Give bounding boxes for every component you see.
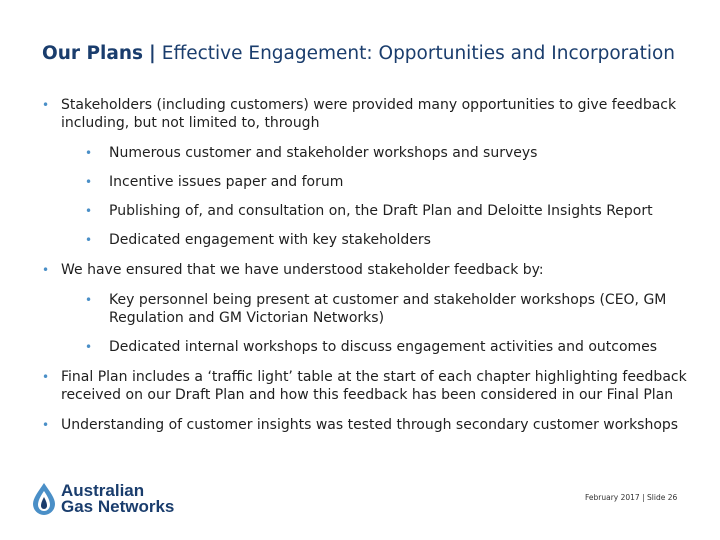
- bullet-list: [42, 96, 692, 446]
- bullet-item: [42, 416, 692, 434]
- title-text: Effective Engagement: Opportunities and Incorporation: [161, 43, 676, 64]
- bullet-item: [42, 96, 692, 249]
- title-section: Our Plans: [42, 43, 144, 64]
- sub-bullet-item: • Dedicated internal workshops to discuss engagement activities and outcomes: [85, 338, 692, 356]
- sub-bullet-item: • Numerous customer and stakeholder workshops and surveys: [85, 144, 692, 162]
- bullet-item: [42, 368, 692, 404]
- logo-line-2: Gas Networks: [61, 497, 175, 516]
- flame-drop-icon: [32, 482, 56, 516]
- slide-footer: [585, 493, 677, 502]
- slide-title: [42, 43, 675, 64]
- logo-line-1: Australian: [61, 481, 145, 500]
- sub-bullet-item: • Publishing of, and consultation on, the Draft Plan and Deloitte Insights Report: [85, 202, 692, 220]
- sub-bullet-list: [61, 291, 692, 356]
- bullet-text: Final Plan includes a ‘traffic light’ table at the start of each chapter highlighting feedback received on our Draft Plan and how this feedback has been considered in our Final Plan: [61, 369, 687, 403]
- bullet-text: Understanding of customer insights was tested through secondary customer workshops: [61, 417, 679, 433]
- bullet-text: Stakeholders (including customers) were provided many opportunities to give feedback including, but not limited to, through: [61, 97, 677, 131]
- sub-bullet-item: • Dedicated engagement with key stakeholders: [85, 231, 692, 249]
- footer-separator: |: [642, 493, 645, 502]
- footer-date: February 2017: [585, 493, 640, 502]
- sub-bullet-item: • Key personnel being present at customer and stakeholder workshops (CEO, GM Regulation and GM Victorian Networks): [85, 291, 692, 327]
- title-separator: |: [149, 43, 156, 64]
- logo-wordmark: [61, 483, 174, 515]
- company-logo: [32, 482, 174, 516]
- sub-bullet-item: • Incentive issues paper and forum: [85, 173, 692, 191]
- sub-bullet-list: [61, 144, 692, 249]
- bullet-item: [42, 261, 692, 356]
- bullet-text: We have ensured that we have understood stakeholder feedback by:: [61, 262, 544, 278]
- footer-slide-number: Slide 26: [647, 493, 678, 502]
